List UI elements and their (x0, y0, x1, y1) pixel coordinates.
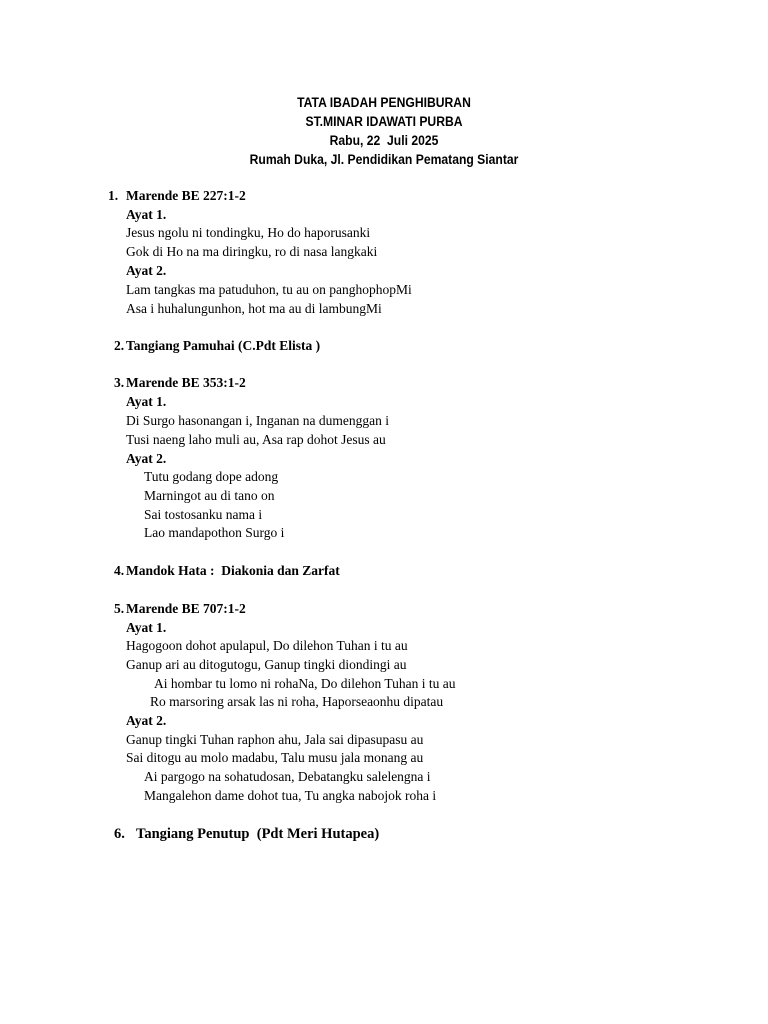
verse-line: Sai tostosanku nama i (144, 507, 263, 522)
verse-line: Ai pargogo na sohatudosan, Debatangku salelengna i (144, 769, 431, 784)
header-title: TATA IBADAH PENGHIBURAN (297, 95, 471, 110)
verse-label: Ayat 1. (126, 620, 167, 635)
verse-label: Ayat 1. (126, 207, 167, 222)
verse-line: Di Surgo hasonangan i, Inganan na dumenggan i (126, 413, 389, 428)
item-title: Mandok Hata : Diakonia dan Zarfat (126, 563, 340, 578)
verse-line: Tusi naeng laho muli au, Asa rap dohot Jesus au (126, 432, 386, 447)
item-title: Marende BE 707:1-2 (126, 601, 246, 616)
verse-line: Ganup ari au ditogutogu, Ganup tingki diondingi au (126, 657, 407, 672)
header-location: Rumah Duka, Jl. Pendidikan Pematang Siantar (249, 152, 519, 167)
verse-label: Ayat 2. (126, 713, 167, 728)
verse-line: Ganup tingki Tuhan raphon ahu, Jala sai dipasupasu au (126, 732, 424, 747)
item-title: Tangiang Pamuhai (C.Pdt Elista ) (126, 338, 321, 353)
item-title: Marende BE 353:1-2 (126, 375, 246, 390)
verse-line: Jesus ngolu ni tondingku, Ho do haporusanki (126, 225, 371, 240)
verse-line: Gok di Ho na ma diringku, ro di nasa langkaki (126, 244, 378, 259)
item-number: 6. (114, 826, 125, 842)
item-number: 2. (114, 338, 125, 353)
verse-line: Asa i huhalungunhon, hot ma au di lambungMi (126, 301, 382, 316)
item-number: 1. (108, 188, 119, 203)
item-number: 4. (114, 563, 125, 578)
item-title: Tangiang Penutup (Pdt Meri Hutapea) (136, 826, 380, 842)
verse-line: Marningot au di tano on (144, 488, 275, 503)
document-header (38, 93, 729, 169)
verse-line: Mangalehon dame dohot tua, Tu angka nabojok roha i (144, 788, 437, 803)
verse-line: Lam tangkas ma patuduhon, tu au on panghophopMi (126, 282, 412, 297)
header-name: ST.MINAR IDAWATI PURBA (305, 114, 463, 129)
verse-label: Ayat 2. (126, 451, 167, 466)
verse-line: Ai hombar tu lomo ni rohaNa, Do dilehon Tuhan i tu au (154, 676, 456, 691)
item-title: Marende BE 227:1-2 (126, 188, 246, 203)
header-date: Rabu, 22 Juli 2025 (329, 133, 439, 148)
item-number: 3. (114, 375, 125, 390)
verse-line: Lao mandapothon Surgo i (144, 525, 285, 540)
verse-label: Ayat 1. (126, 394, 167, 409)
verse-label: Ayat 2. (126, 263, 167, 278)
item-number: 5. (114, 601, 125, 616)
verse-line: Ro marsoring arsak las ni roha, Haporseaonhu dipatau (150, 694, 444, 709)
verse-line: Tutu godang dope adong (144, 469, 279, 484)
verse-line: Hagogoon dohot apulapul, Do dilehon Tuhan i tu au (126, 638, 408, 653)
verse-line: Sai ditogu au molo madabu, Talu musu jala monang au (126, 750, 424, 765)
